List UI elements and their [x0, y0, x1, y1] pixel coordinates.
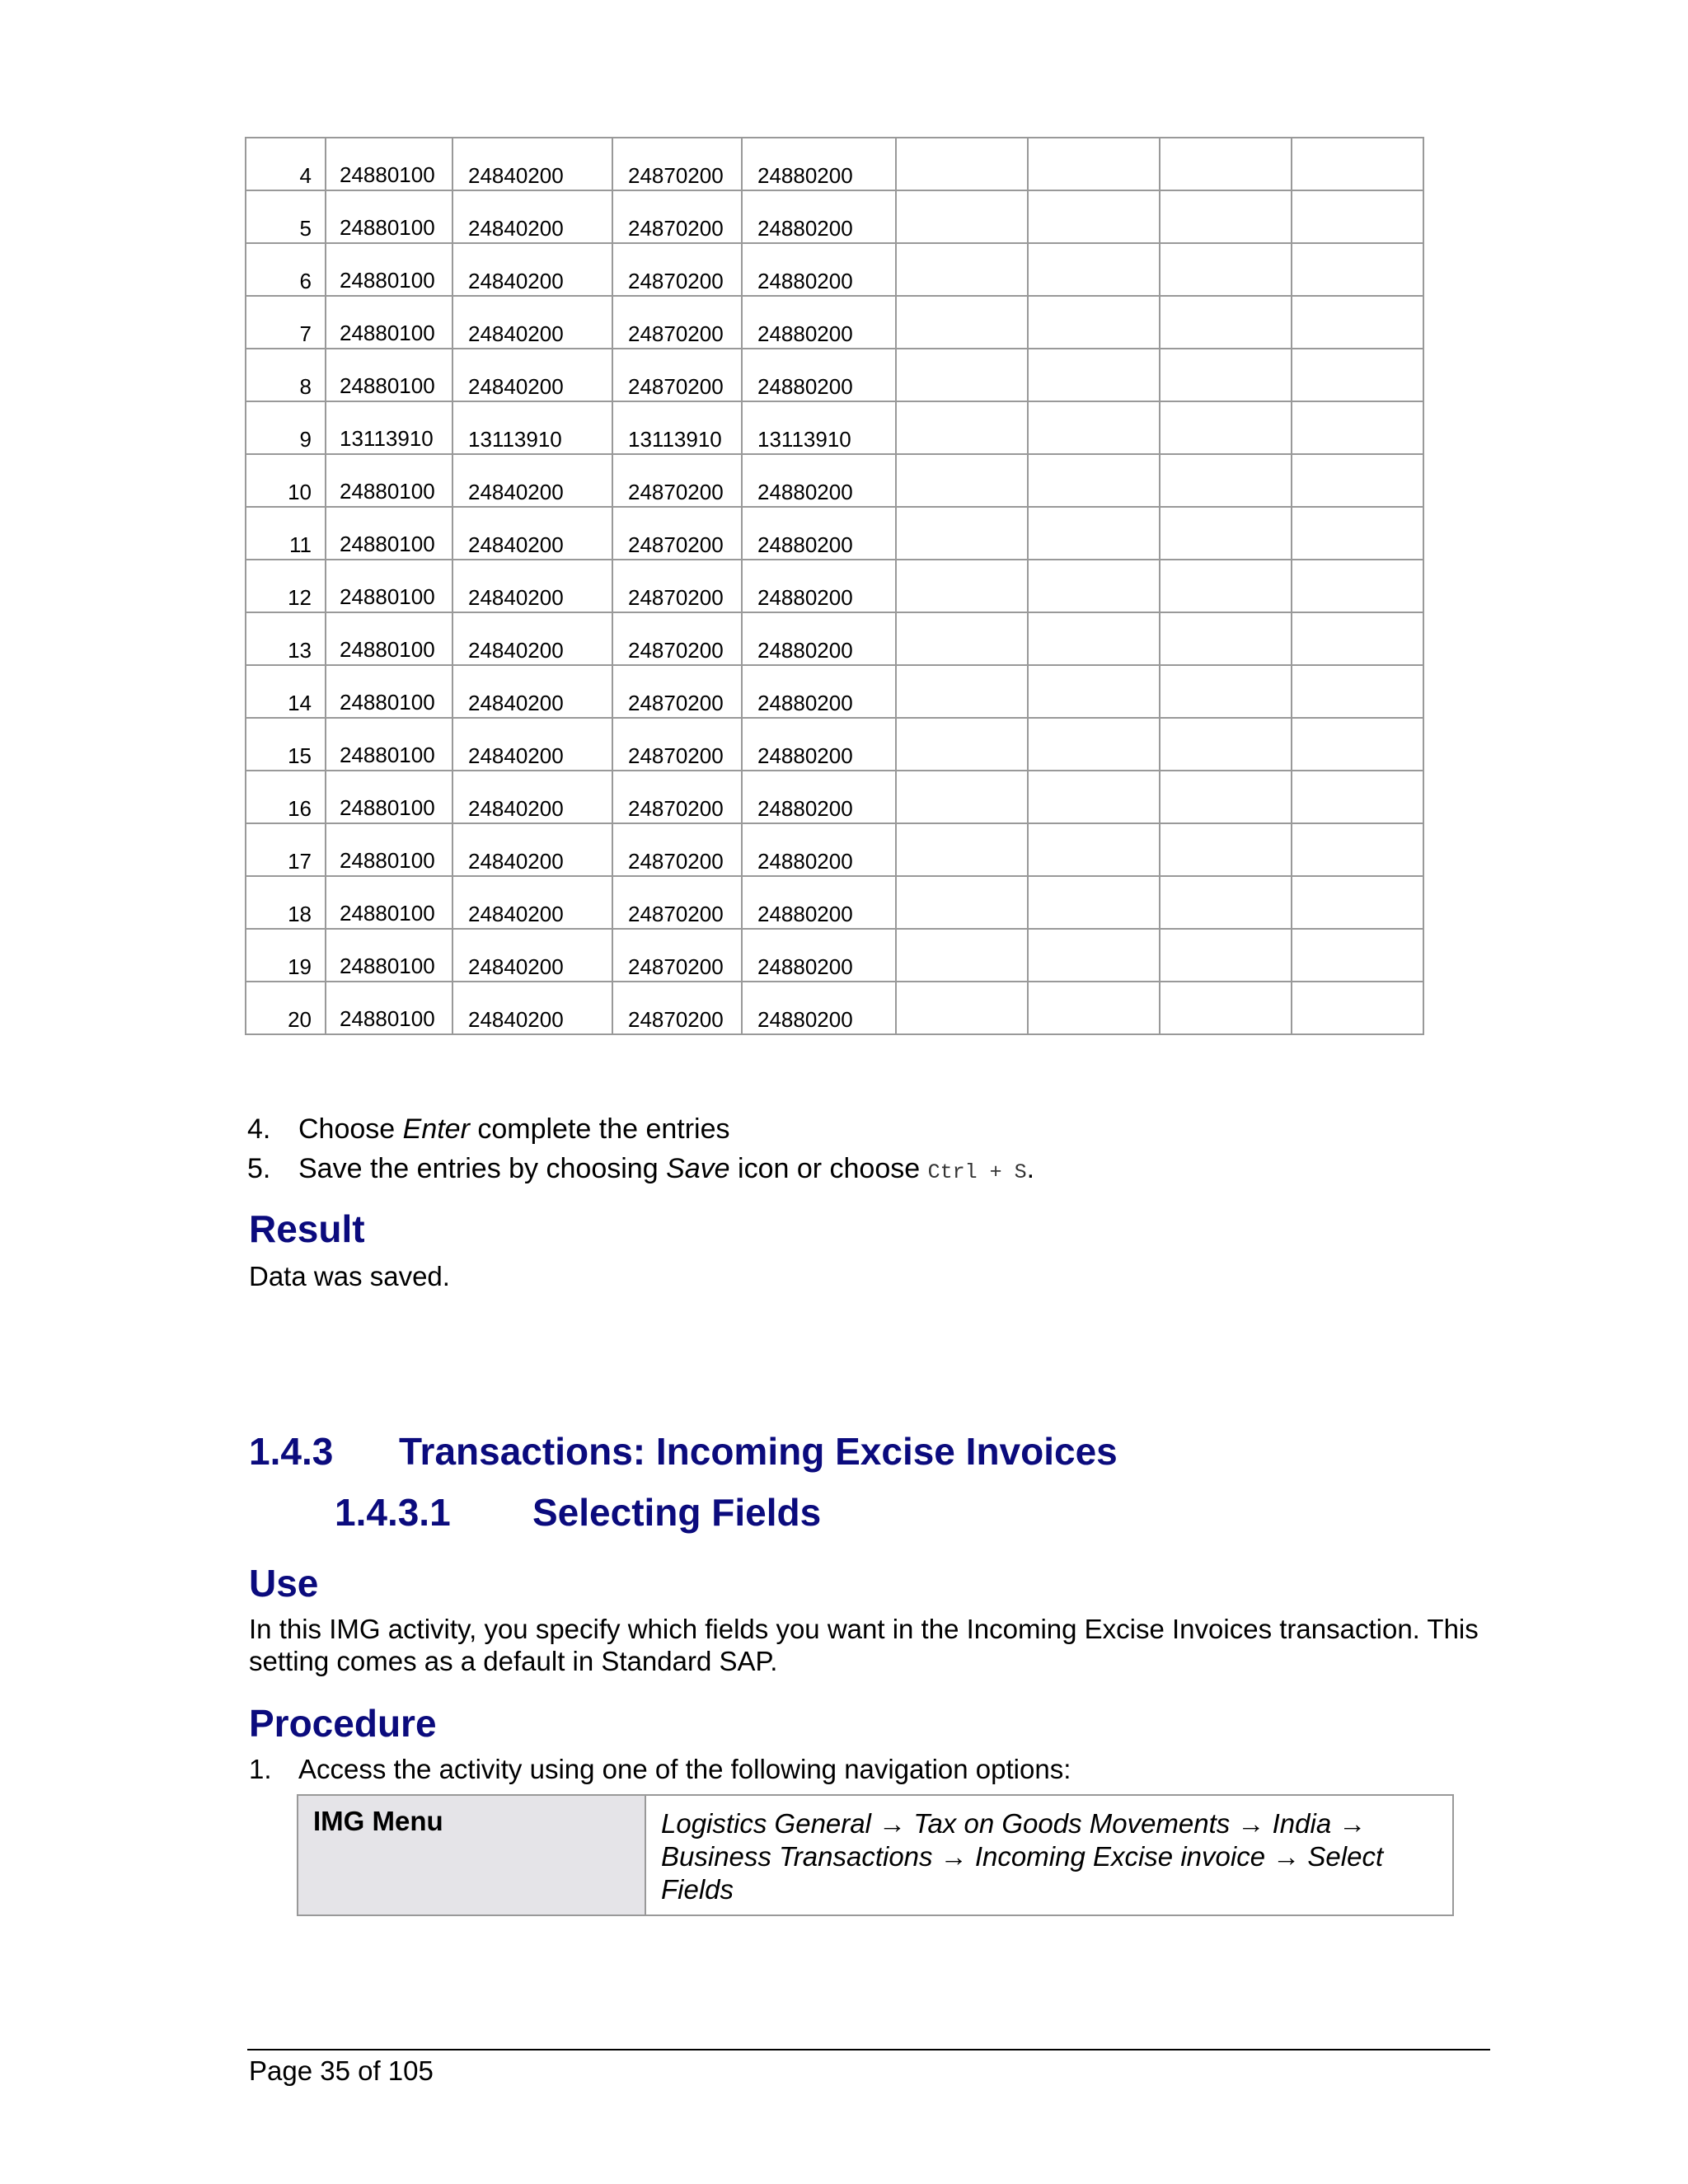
arrow-right-icon: →: [1237, 1808, 1265, 1839]
step-text: Save the entries by choosing: [298, 1153, 667, 1184]
row-number-cell: 6: [246, 243, 326, 296]
row-number-cell: 15: [246, 718, 326, 771]
row-number-cell: 13: [246, 612, 326, 665]
empty-cell: [896, 982, 1028, 1034]
value-cell: 24870200: [612, 243, 742, 296]
nav-path-segment: Business Transactions: [661, 1841, 933, 1872]
empty-cell: [1028, 401, 1160, 454]
empty-cell: [896, 454, 1028, 507]
empty-cell: [896, 718, 1028, 771]
value-cell: 24880200: [742, 138, 896, 190]
empty-cell: [1028, 771, 1160, 823]
row-number-cell: 19: [246, 929, 326, 982]
value-cell: 24870200: [612, 876, 742, 929]
code-cell: 24880100: [326, 507, 452, 560]
empty-cell: [1292, 138, 1423, 190]
table-row: [246, 876, 1423, 929]
row-number-cell: 9: [246, 401, 326, 454]
value-cell: 24880200: [742, 823, 896, 876]
value-cell: 24840200: [452, 718, 612, 771]
empty-cell: [1292, 665, 1423, 718]
empty-cell: [1160, 296, 1292, 349]
code-cell: 24880100: [326, 982, 452, 1034]
subsection-number: 1.4.3.1: [335, 1491, 451, 1534]
empty-cell: [1292, 190, 1423, 243]
row-number-cell: 16: [246, 771, 326, 823]
empty-cell: [1160, 929, 1292, 982]
arrow-right-icon: →: [940, 1841, 968, 1872]
arrow-right-icon: →: [879, 1808, 907, 1839]
empty-cell: [896, 612, 1028, 665]
section-number: 1.4.3: [249, 1430, 334, 1473]
empty-cell: [1292, 982, 1423, 1034]
step-number: 1.: [249, 1754, 272, 1784]
empty-cell: [1292, 401, 1423, 454]
value-cell: 24840200: [452, 982, 612, 1034]
use-text: In this IMG activity, you specify which fields you want in the Incoming Excise Invoices transaction. This setting comes as a default in Standard SAP.: [249, 1614, 1479, 1676]
value-cell: 24870200: [612, 296, 742, 349]
table-row: [246, 138, 1423, 190]
empty-cell: [1292, 454, 1423, 507]
empty-cell: [896, 823, 1028, 876]
value-cell: 24840200: [452, 771, 612, 823]
value-cell: 24840200: [452, 560, 612, 612]
code-cell: 24880100: [326, 138, 452, 190]
row-number-cell: 12: [246, 560, 326, 612]
empty-cell: [1292, 771, 1423, 823]
empty-cell: [896, 665, 1028, 718]
procedure-step-1: [249, 1754, 1071, 1785]
empty-cell: [1292, 560, 1423, 612]
table-row: [246, 190, 1423, 243]
empty-cell: [1160, 612, 1292, 665]
empty-cell: [1160, 876, 1292, 929]
value-cell: 13113910: [742, 401, 896, 454]
row-number-cell: 20: [246, 982, 326, 1034]
nav-path-segment: Logistics General: [661, 1808, 871, 1839]
value-cell: 24870200: [612, 560, 742, 612]
row-number-cell: 4: [246, 138, 326, 190]
value-cell: 24840200: [452, 190, 612, 243]
value-cell: 24880200: [742, 665, 896, 718]
value-cell: 24840200: [452, 665, 612, 718]
value-cell: 24880200: [742, 771, 896, 823]
step-text: .: [1026, 1153, 1035, 1184]
table-row: [246, 929, 1423, 982]
value-cell: 24840200: [452, 823, 612, 876]
table-row: [246, 243, 1423, 296]
code-cell: 24880100: [326, 823, 452, 876]
value-cell: 24870200: [612, 823, 742, 876]
row-number-cell: 10: [246, 454, 326, 507]
table-row: [246, 560, 1423, 612]
empty-cell: [1028, 349, 1160, 401]
value-cell: 24880200: [742, 982, 896, 1034]
empty-cell: [896, 138, 1028, 190]
empty-cell: [896, 771, 1028, 823]
empty-cell: [1292, 718, 1423, 771]
data-table: [245, 137, 1424, 1035]
code-cell: 24880100: [326, 612, 452, 665]
empty-cell: [1160, 982, 1292, 1034]
value-cell: 24840200: [452, 929, 612, 982]
code-cell: 24880100: [326, 771, 452, 823]
result-text: Data was saved.: [249, 1261, 450, 1291]
value-cell: 24870200: [612, 718, 742, 771]
empty-cell: [1028, 929, 1160, 982]
empty-cell: [1292, 929, 1423, 982]
row-number-cell: 14: [246, 665, 326, 718]
empty-cell: [1028, 454, 1160, 507]
value-cell: 24880200: [742, 929, 896, 982]
value-cell: 24870200: [612, 929, 742, 982]
empty-cell: [1160, 771, 1292, 823]
value-cell: 24880200: [742, 349, 896, 401]
empty-cell: [1292, 612, 1423, 665]
empty-cell: [1292, 296, 1423, 349]
value-cell: 24840200: [452, 138, 612, 190]
table-row: [246, 823, 1423, 876]
code-cell: 24880100: [326, 718, 452, 771]
empty-cell: [1160, 401, 1292, 454]
table-row: [246, 771, 1423, 823]
step-text: icon or choose: [729, 1153, 928, 1184]
value-cell: 24870200: [612, 507, 742, 560]
value-cell: 24870200: [612, 454, 742, 507]
value-cell: 24870200: [612, 665, 742, 718]
nav-path-segment: Tax on Goods Movements: [913, 1808, 1231, 1839]
empty-cell: [1028, 982, 1160, 1034]
value-cell: 24870200: [612, 349, 742, 401]
empty-cell: [1160, 243, 1292, 296]
empty-cell: [1160, 138, 1292, 190]
step-number: 5.: [247, 1153, 271, 1184]
value-cell: 13113910: [452, 401, 612, 454]
empty-cell: [1028, 243, 1160, 296]
nav-path-segment: Select Fields: [661, 1841, 1384, 1905]
row-number-cell: 17: [246, 823, 326, 876]
empty-cell: [1160, 823, 1292, 876]
empty-cell: [896, 876, 1028, 929]
save-term: Save: [666, 1153, 730, 1184]
row-number-cell: 5: [246, 190, 326, 243]
value-cell: 24880200: [742, 876, 896, 929]
step-text: Choose: [298, 1113, 403, 1145]
empty-cell: [1028, 665, 1160, 718]
row-number-cell: 8: [246, 349, 326, 401]
nav-path-segment: India: [1272, 1808, 1332, 1839]
value-cell: 24870200: [612, 190, 742, 243]
empty-cell: [1028, 296, 1160, 349]
step-4: [247, 1109, 1034, 1149]
value-cell: 13113910: [612, 401, 742, 454]
table-row: [246, 982, 1423, 1034]
row-number-cell: 7: [246, 296, 326, 349]
empty-cell: [1028, 612, 1160, 665]
step-number: 4.: [247, 1113, 271, 1145]
empty-cell: [1028, 560, 1160, 612]
empty-cell: [1028, 823, 1160, 876]
value-cell: 24840200: [452, 454, 612, 507]
arrow-right-icon: →: [1339, 1808, 1367, 1839]
step-text: complete the entries: [469, 1113, 730, 1145]
empty-cell: [896, 401, 1028, 454]
section-heading: [249, 1429, 1118, 1474]
empty-cell: [1160, 665, 1292, 718]
value-cell: 24880200: [742, 718, 896, 771]
instruction-steps: [247, 1109, 1034, 1193]
data-table-body: [246, 138, 1423, 1034]
table-row: [246, 401, 1423, 454]
nav-path: [645, 1795, 1453, 1915]
page-number: Page 35 of 105: [249, 2055, 434, 2086]
code-cell: 24880100: [326, 454, 452, 507]
code-cell: 24880100: [326, 929, 452, 982]
code-cell: 24880100: [326, 349, 452, 401]
table-row: [246, 718, 1423, 771]
empty-cell: [1292, 243, 1423, 296]
code-cell: 24880100: [326, 560, 452, 612]
code-cell: 24880100: [326, 190, 452, 243]
navigation-table: [297, 1794, 1454, 1916]
value-cell: 24880200: [742, 560, 896, 612]
empty-cell: [896, 243, 1028, 296]
nav-path-segment: Incoming Excise invoice: [974, 1841, 1266, 1872]
row-number-cell: 11: [246, 507, 326, 560]
shortcut-code: Ctrl + S: [927, 1160, 1027, 1184]
arrow-right-icon: →: [1273, 1841, 1301, 1872]
empty-cell: [1292, 349, 1423, 401]
empty-cell: [1160, 190, 1292, 243]
section-title: Transactions: Incoming Excise Invoices: [399, 1430, 1118, 1473]
value-cell: 24880200: [742, 612, 896, 665]
subsection-heading: [335, 1490, 821, 1535]
table-row: [246, 296, 1423, 349]
subsection-title: Selecting Fields: [532, 1491, 822, 1534]
table-row: [246, 349, 1423, 401]
code-cell: 24880100: [326, 243, 452, 296]
result-heading: Result: [249, 1207, 365, 1250]
empty-cell: [1028, 507, 1160, 560]
code-cell: 24880100: [326, 876, 452, 929]
code-cell: 24880100: [326, 296, 452, 349]
value-cell: 24840200: [452, 876, 612, 929]
code-cell: 13113910: [326, 401, 452, 454]
empty-cell: [1292, 507, 1423, 560]
value-cell: 24870200: [612, 612, 742, 665]
value-cell: 24880200: [742, 296, 896, 349]
nav-label: IMG Menu: [298, 1795, 645, 1915]
value-cell: 24880200: [742, 454, 896, 507]
step-text: Access the activity using one of the following navigation options:: [298, 1754, 1071, 1784]
empty-cell: [896, 507, 1028, 560]
value-cell: 24880200: [742, 507, 896, 560]
value-cell: 24870200: [612, 771, 742, 823]
code-cell: 24880100: [326, 665, 452, 718]
empty-cell: [1160, 507, 1292, 560]
footer-divider: [247, 2049, 1490, 2050]
value-cell: 24840200: [452, 243, 612, 296]
step-5: [247, 1149, 1034, 1193]
empty-cell: [1160, 454, 1292, 507]
value-cell: 24880200: [742, 243, 896, 296]
empty-cell: [1160, 560, 1292, 612]
empty-cell: [896, 296, 1028, 349]
empty-cell: [1292, 876, 1423, 929]
value-cell: 24840200: [452, 296, 612, 349]
empty-cell: [896, 560, 1028, 612]
value-cell: 24870200: [612, 982, 742, 1034]
empty-cell: [1028, 138, 1160, 190]
value-cell: 24880200: [742, 190, 896, 243]
use-heading: Use: [249, 1562, 319, 1605]
procedure-heading: Procedure: [249, 1702, 437, 1745]
empty-cell: [1160, 718, 1292, 771]
empty-cell: [1292, 823, 1423, 876]
table-row: [246, 507, 1423, 560]
empty-cell: [896, 190, 1028, 243]
empty-cell: [1028, 718, 1160, 771]
empty-cell: [896, 349, 1028, 401]
empty-cell: [1028, 876, 1160, 929]
value-cell: 24870200: [612, 138, 742, 190]
value-cell: 24840200: [452, 612, 612, 665]
empty-cell: [1028, 190, 1160, 243]
value-cell: 24840200: [452, 507, 612, 560]
table-row: [246, 454, 1423, 507]
table-row: [246, 612, 1423, 665]
empty-cell: [1160, 349, 1292, 401]
row-number-cell: 18: [246, 876, 326, 929]
value-cell: 24840200: [452, 349, 612, 401]
enter-term: Enter: [402, 1113, 470, 1145]
table-row: [246, 665, 1423, 718]
empty-cell: [896, 929, 1028, 982]
